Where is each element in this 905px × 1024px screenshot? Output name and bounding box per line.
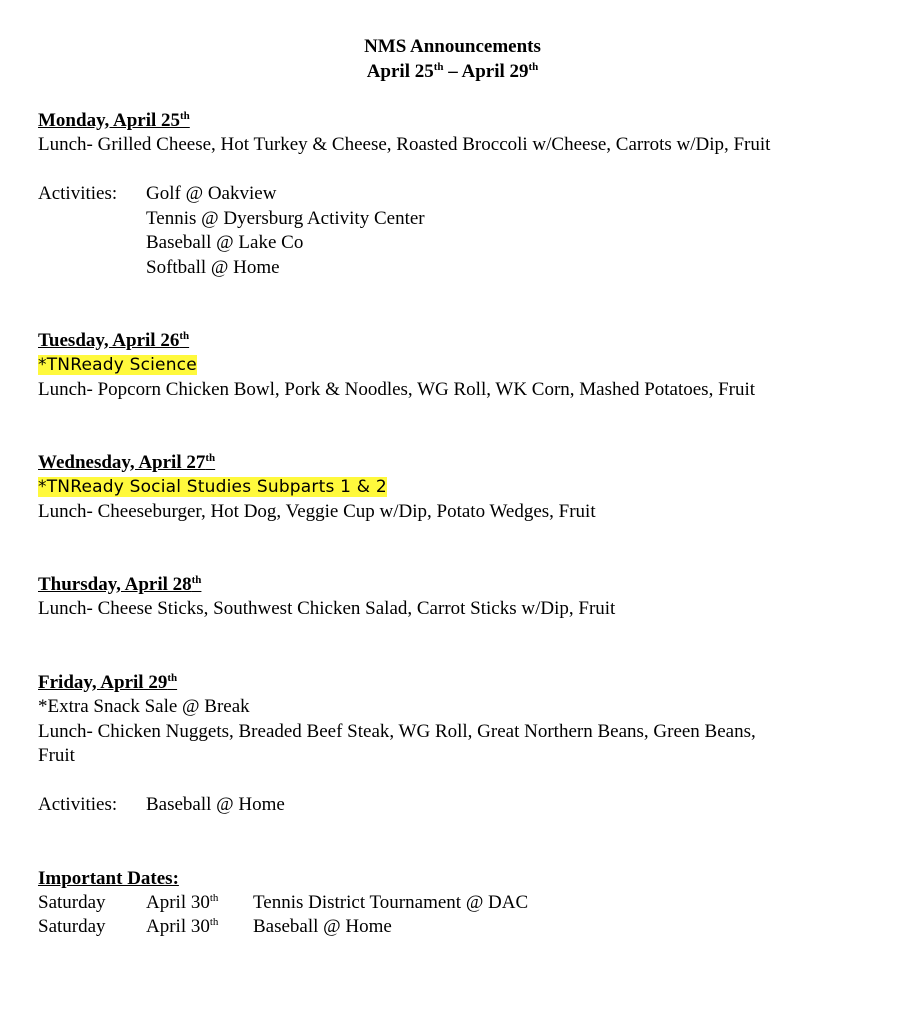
important-dates-heading: Important Dates: xyxy=(38,868,179,889)
friday-lunch: Lunch- Chicken Nuggets, Breaded Beef Steak, WG Roll, Great Northern Beans, Green Beans, xyxy=(38,721,756,742)
monday-activity: Baseball @ Lake Co xyxy=(146,232,304,253)
monday-activity: Golf @ Oakview xyxy=(146,183,277,204)
monday-activities-label: Activities: xyxy=(38,183,118,204)
tuesday-lunch: Lunch- Popcorn Chicken Bowl, Pork & Noodles, WG Roll, WK Corn, Mashed Potatoes, Fruit xyxy=(38,379,756,400)
thursday-heading: Thursday, April 28th xyxy=(38,574,202,595)
highlighted-text: *TNReady Social Studies Subparts 1 & 2 xyxy=(38,477,387,497)
wednesday-highlight xyxy=(38,475,387,499)
monday-lunch: Lunch- Grilled Cheese, Hot Turkey & Cheese, Roasted Broccoli w/Cheese, Carrots w/Dip, Fruit xyxy=(38,134,771,155)
important-date-day: Saturday xyxy=(38,916,106,937)
tuesday-heading: Tuesday, April 26th xyxy=(38,330,190,351)
important-date-event: Tennis District Tournament @ DAC xyxy=(253,892,529,913)
highlighted-text: *TNReady Science xyxy=(38,355,197,375)
important-date-day: Saturday xyxy=(38,892,106,913)
friday-activities-label: Activities: xyxy=(38,794,118,815)
monday-activity: Softball @ Home xyxy=(146,257,280,278)
monday-heading: Monday, April 25th xyxy=(38,110,190,131)
monday-activity: Tennis @ Dyersburg Activity Center xyxy=(146,208,425,229)
important-date-event: Baseball @ Home xyxy=(253,916,392,937)
friday-heading: Friday, April 29th xyxy=(38,672,178,693)
friday-activity: Baseball @ Home xyxy=(146,794,285,815)
important-date-date: April 30th xyxy=(146,892,219,913)
thursday-lunch: Lunch- Cheese Sticks, Southwest Chicken Salad, Carrot Sticks w/Dip, Fruit xyxy=(38,598,616,619)
wednesday-lunch: Lunch- Cheeseburger, Hot Dog, Veggie Cup w/Dip, Potato Wedges, Fruit xyxy=(38,501,596,522)
friday-lunch-continued: Fruit xyxy=(38,745,75,766)
important-date-date: April 30th xyxy=(146,916,219,937)
date-range: April 25th – April 29th xyxy=(366,61,539,82)
tuesday-highlight xyxy=(38,353,197,377)
wednesday-heading: Wednesday, April 27th xyxy=(38,452,216,473)
friday-note: *Extra Snack Sale @ Break xyxy=(38,696,250,717)
page-title: NMS Announcements xyxy=(364,36,541,57)
